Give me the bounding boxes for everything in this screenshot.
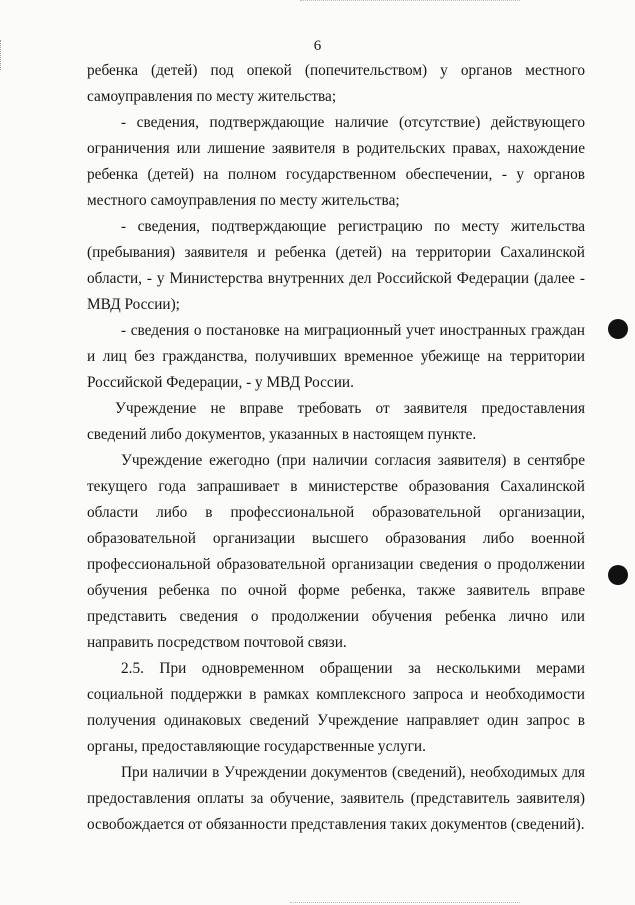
paragraph-documents-available: При наличии в Учреждении документов (сведений), необходимых для предоставления оплаты за обучение, заявитель (представитель заявителя) освобождается от обязанности представления таких документов (сведений). xyxy=(87,764,585,833)
punch-hole-top xyxy=(608,319,628,339)
scan-edge-bottom xyxy=(290,902,520,904)
document-body xyxy=(87,58,585,838)
paragraph-continuation: ребенка (детей) под опекой (попечительством) у органов местного самоуправления по месту жительства; xyxy=(87,62,585,105)
paragraph-no-request: Учреждение не вправе требовать от заявителя предоставления сведений либо документов, указанных в настоящем пункте. xyxy=(87,400,585,443)
paragraph-restriction-info: - сведения, подтверждающие наличие (отсутствие) действующего ограничения или лишение заявителя в родительских правах, нахождение ребенка (детей) на полном государственном обеспечении, - у органов местного самоуправления по месту жительства; xyxy=(87,114,585,209)
paragraph-annual-request: Учреждение ежегодно (при наличии согласия заявителя) в сентябре текущего года запрашивает в министерстве образования Сахалинской области либо в профессиональной образовательной организации, образовательной организации высшего образования либо военной профессиональной образовательной организации сведения о продолжении обучения ребенка по очной форме ребенка, также заявитель вправе представить сведения о продолжении обучения ребенка лично или направить посредством почтовой связи. xyxy=(87,452,585,651)
punch-hole-bottom xyxy=(608,565,628,585)
scan-edge-top xyxy=(300,0,520,2)
page-number: 6 xyxy=(313,38,322,54)
paragraph-2-5: 2.5. При одновременном обращении за несколькими мерами социальной поддержки в рамках комплексного запроса и необходимости получения одинаковых сведений Учреждение направляет один запрос в органы, предоставляющие государственные услуги. xyxy=(87,660,585,755)
paragraph-migration-info: - сведения о постановке на миграционный учет иностранных граждан и лиц без гражданства, получивших временное убежище на территории Российской Федерации, - у МВД России. xyxy=(87,322,585,391)
paragraph-registration-info: - сведения, подтверждающие регистрацию по месту жительства (пребывания) заявителя и ребенка (детей) на территории Сахалинской области, - у Министерства внутренних дел Российской Федерации (далее - МВД России); xyxy=(87,218,585,313)
